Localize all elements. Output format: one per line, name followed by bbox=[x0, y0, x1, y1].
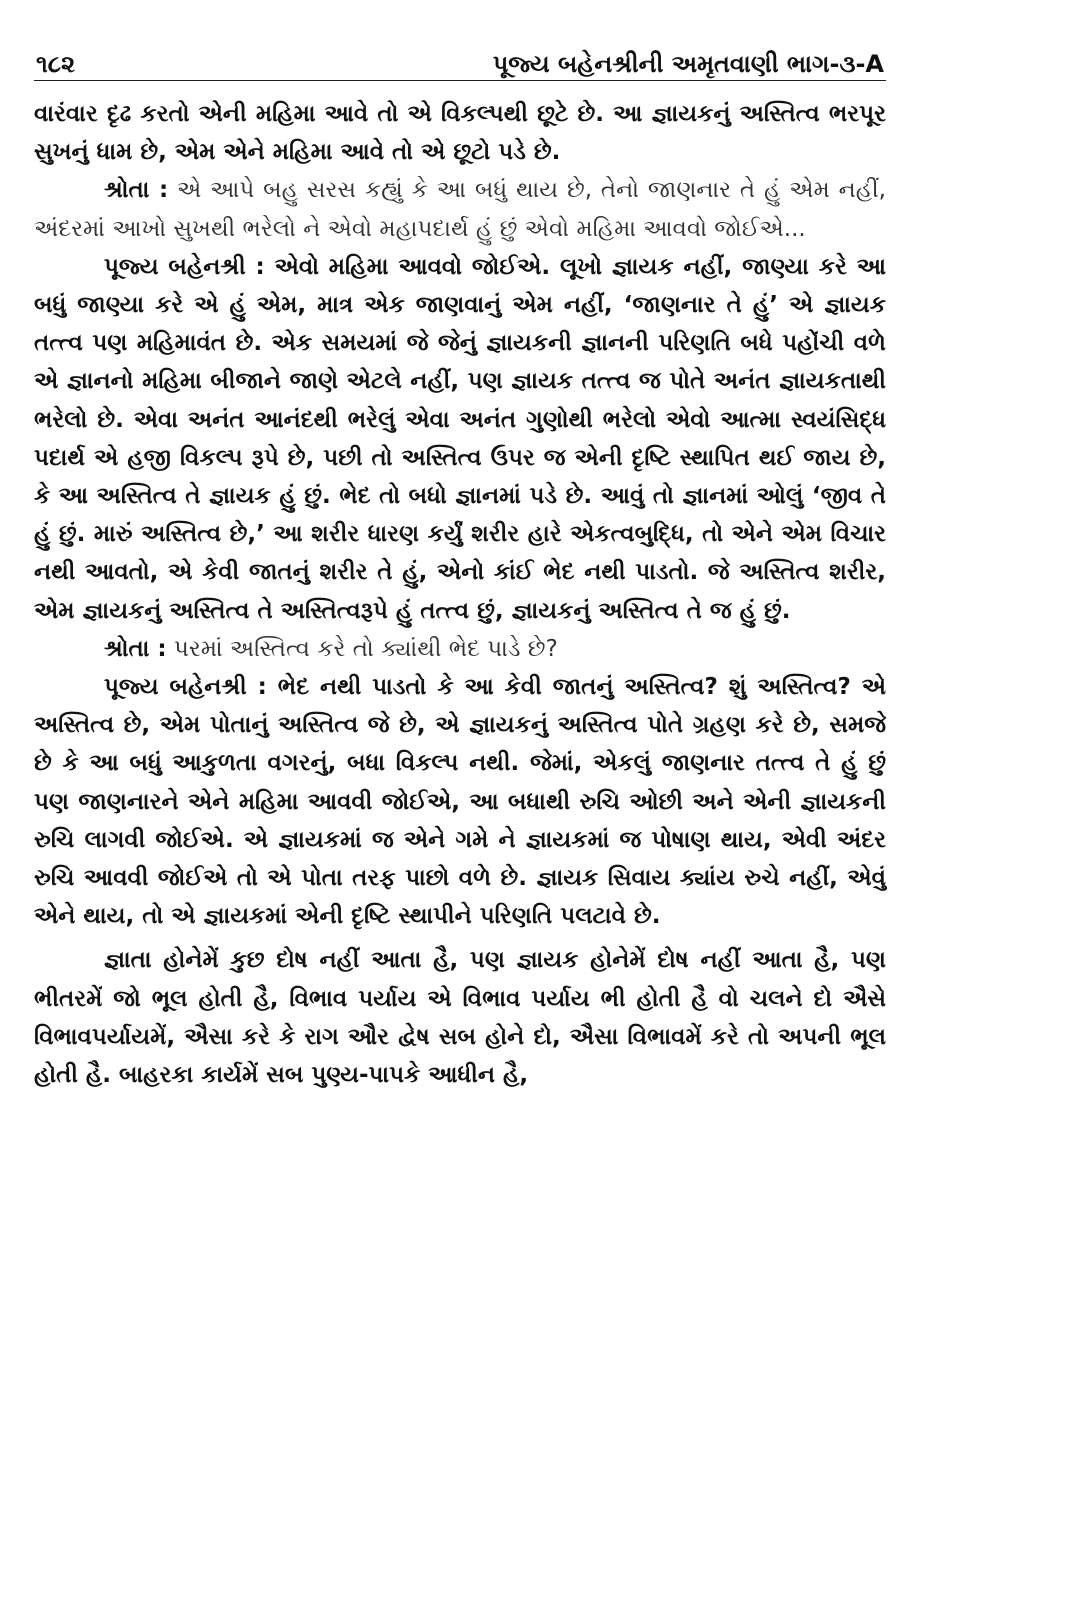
speaker-label: શ્રોતા : bbox=[104, 177, 169, 204]
paragraph-text: ભેદ નથી પાડતો કે આ કેવી જાતનું અસ્તિત્વ? શું અસ્તિત્વ? એ અસ્તિત્વ છે, એમ પોતાનું અસ્તિત્વ જે છે, એ જ્ઞાયકનું અસ્તિત્વ પોતે ગ્રહણ કરે છે, સમજે છે કે આ બધું આકુળતા વગરનું, બધા વિકલ્પ નથી. જેમાં, એકલું જાણનાર તત્ત્વ તે હું છું પણ જાણનારને એને મહિમા આવવી જોઈએ, આ બધાથી રુચિ ઓછી અને એની જ્ઞાયકની રુચિ લાગવી જોઈએ. એ જ્ઞાયકમાં જ એને ગમે ને જ્ઞાયકમાં જ પોષાણ થાય, એવી અંદર રુચિ આવવી જોઈએ તો એ પોતા તરફ પાછો વળે છે. જ્ઞાયક સિવાય ક્યાંય રુચે નહીં, એવું એને થાય, તો એ જ્ઞાયકમાં એની દૃષ્ટિ સ્થાપીને પરિણતિ પલટાવે છે. bbox=[34, 674, 886, 930]
paragraph-text: જ્ઞાતા હોનેમેં કુછ દોષ નહીં આતા હૈ, પણ જ્ઞાયક હોનેમેં દોષ નહીં આતા હૈ, પણ ભીતરમેં જો ભૂલ હોતી હૈ, વિભાવ પર્યાય એ વિભાવ પર્યાય ભી હોતી હૈ વો ચલને દો ઐસે વિભાવપર્યાયમેં, ઐસા કરે કે રાગ ઔર દ્વેષ સબ હોને દો, ઐસા વિભાવમેં કરે તો અપની ભૂલ હોતી હૈ. બાહરકા કાર્યમેં સબ પુણ્ય-પાપકે આધીન હૈ, bbox=[34, 947, 886, 1089]
paragraph-bahenshri-answer bbox=[34, 248, 886, 630]
paragraph-hindi-passage bbox=[34, 941, 886, 1094]
paragraph-text: એવો મહિમા આવવો જોઈએ. લૂખો જ્ઞાયક નહીં, જાણ્યા કરે આ બધું જાણ્યા કરે એ હું એમ, માત્ર એક જાણવાનું એમ નહીં, ‘જાણનાર તે હું’ એ જ્ઞાયક તત્ત્વ પણ મહિમાવંત છે. એક સમયમાં જે જેનું જ્ઞાયકની જ્ઞાનની પરિણતિ બધે પહોંચી વળે એ જ્ઞાનનો મહિમા બીજાને જાણે એટલે નહીં, પણ જ્ઞાયક તત્ત્વ જ પોતે અનંત જ્ઞાયકતાથી ભરેલો છે. એવા અનંત આનંદથી ભરેલું એવા અનંત ગુણોથી ભરેલો એવો આત્મા સ્વયંસિદ્ધ પદાર્થ એ હજી વિકલ્પ રૂપે છે, પછી તો અસ્તિત્વ ઉપર જ એની દૃષ્ટિ સ્થાપિત થઈ જાય છે, કે આ અસ્તિત્વ તે જ્ઞાયક હું છું. ભેદ તો બધો જ્ઞાનમાં પડે છે. આવું તો જ્ઞાનમાં ઓલું ‘જીવ તે હું છું. મારું અસ્તિત્વ છે,’ આ શરીર ધારણ કર્યું શરીર હારે એકત્વબુદ્ધિ, તો એને એમ વિચાર નથી આવતો, એ કેવી જાતનું શરીર તે હું, એનો કાંઈ ભેદ નથી પાડતો. જે અસ્તિત્વ શરીર, એમ જ્ઞાયકનું અસ્તિત્વ તે અસ્તિત્વરૂપે હું તત્ત્વ છું, જ્ઞાયકનું અસ્તિત્વ તે જ હું છું. bbox=[34, 253, 886, 624]
paragraph-bahenshri-answer bbox=[34, 668, 886, 935]
paragraph-text: પરમાં અસ્તિત્વ કરે તો ક્યાંથી ભેદ પાડે છે? bbox=[166, 635, 558, 662]
page-header bbox=[34, 38, 886, 81]
page-number: ૧૮૨ bbox=[36, 50, 76, 78]
paragraph-continuation bbox=[34, 95, 886, 171]
book-page bbox=[34, 38, 886, 1094]
paragraph-listener-question bbox=[34, 171, 886, 247]
page-body bbox=[34, 95, 886, 1094]
paragraph-text: એ આપે બહુ સરસ કહ્યું કે આ બધું થાય છે, તેનો જાણનાર તે હું એમ નહીં, અંદરમાં આખો સુખથી ભરેલો ને એવો મહાપદાર્થ હું છું એવો મહિમા આવવો જોઈએ... bbox=[34, 177, 886, 242]
speaker-label: શ્રોતા : bbox=[104, 635, 167, 662]
speaker-label: પૂજ્ય બહેનશ્રી : bbox=[104, 674, 267, 701]
running-title: પૂજ્ય બહેનશ્રીની અમૃતવાણી ભાગ-૩-A bbox=[492, 50, 884, 78]
speaker-label: પૂજ્ય બહેનશ્રી : bbox=[104, 253, 265, 280]
paragraph-text: વારંવાર દૃઢ કરતો એની મહિમા આવે તો એ વિકલ્પથી છૂટે છે. આ જ્ઞાયકનું અસ્તિત્વ ભરપૂર સુખનું ધામ છે, એમ એને મહિમા આવે તો એ છૂટો પડે છે. bbox=[34, 101, 886, 166]
paragraph-listener-question bbox=[34, 630, 886, 668]
